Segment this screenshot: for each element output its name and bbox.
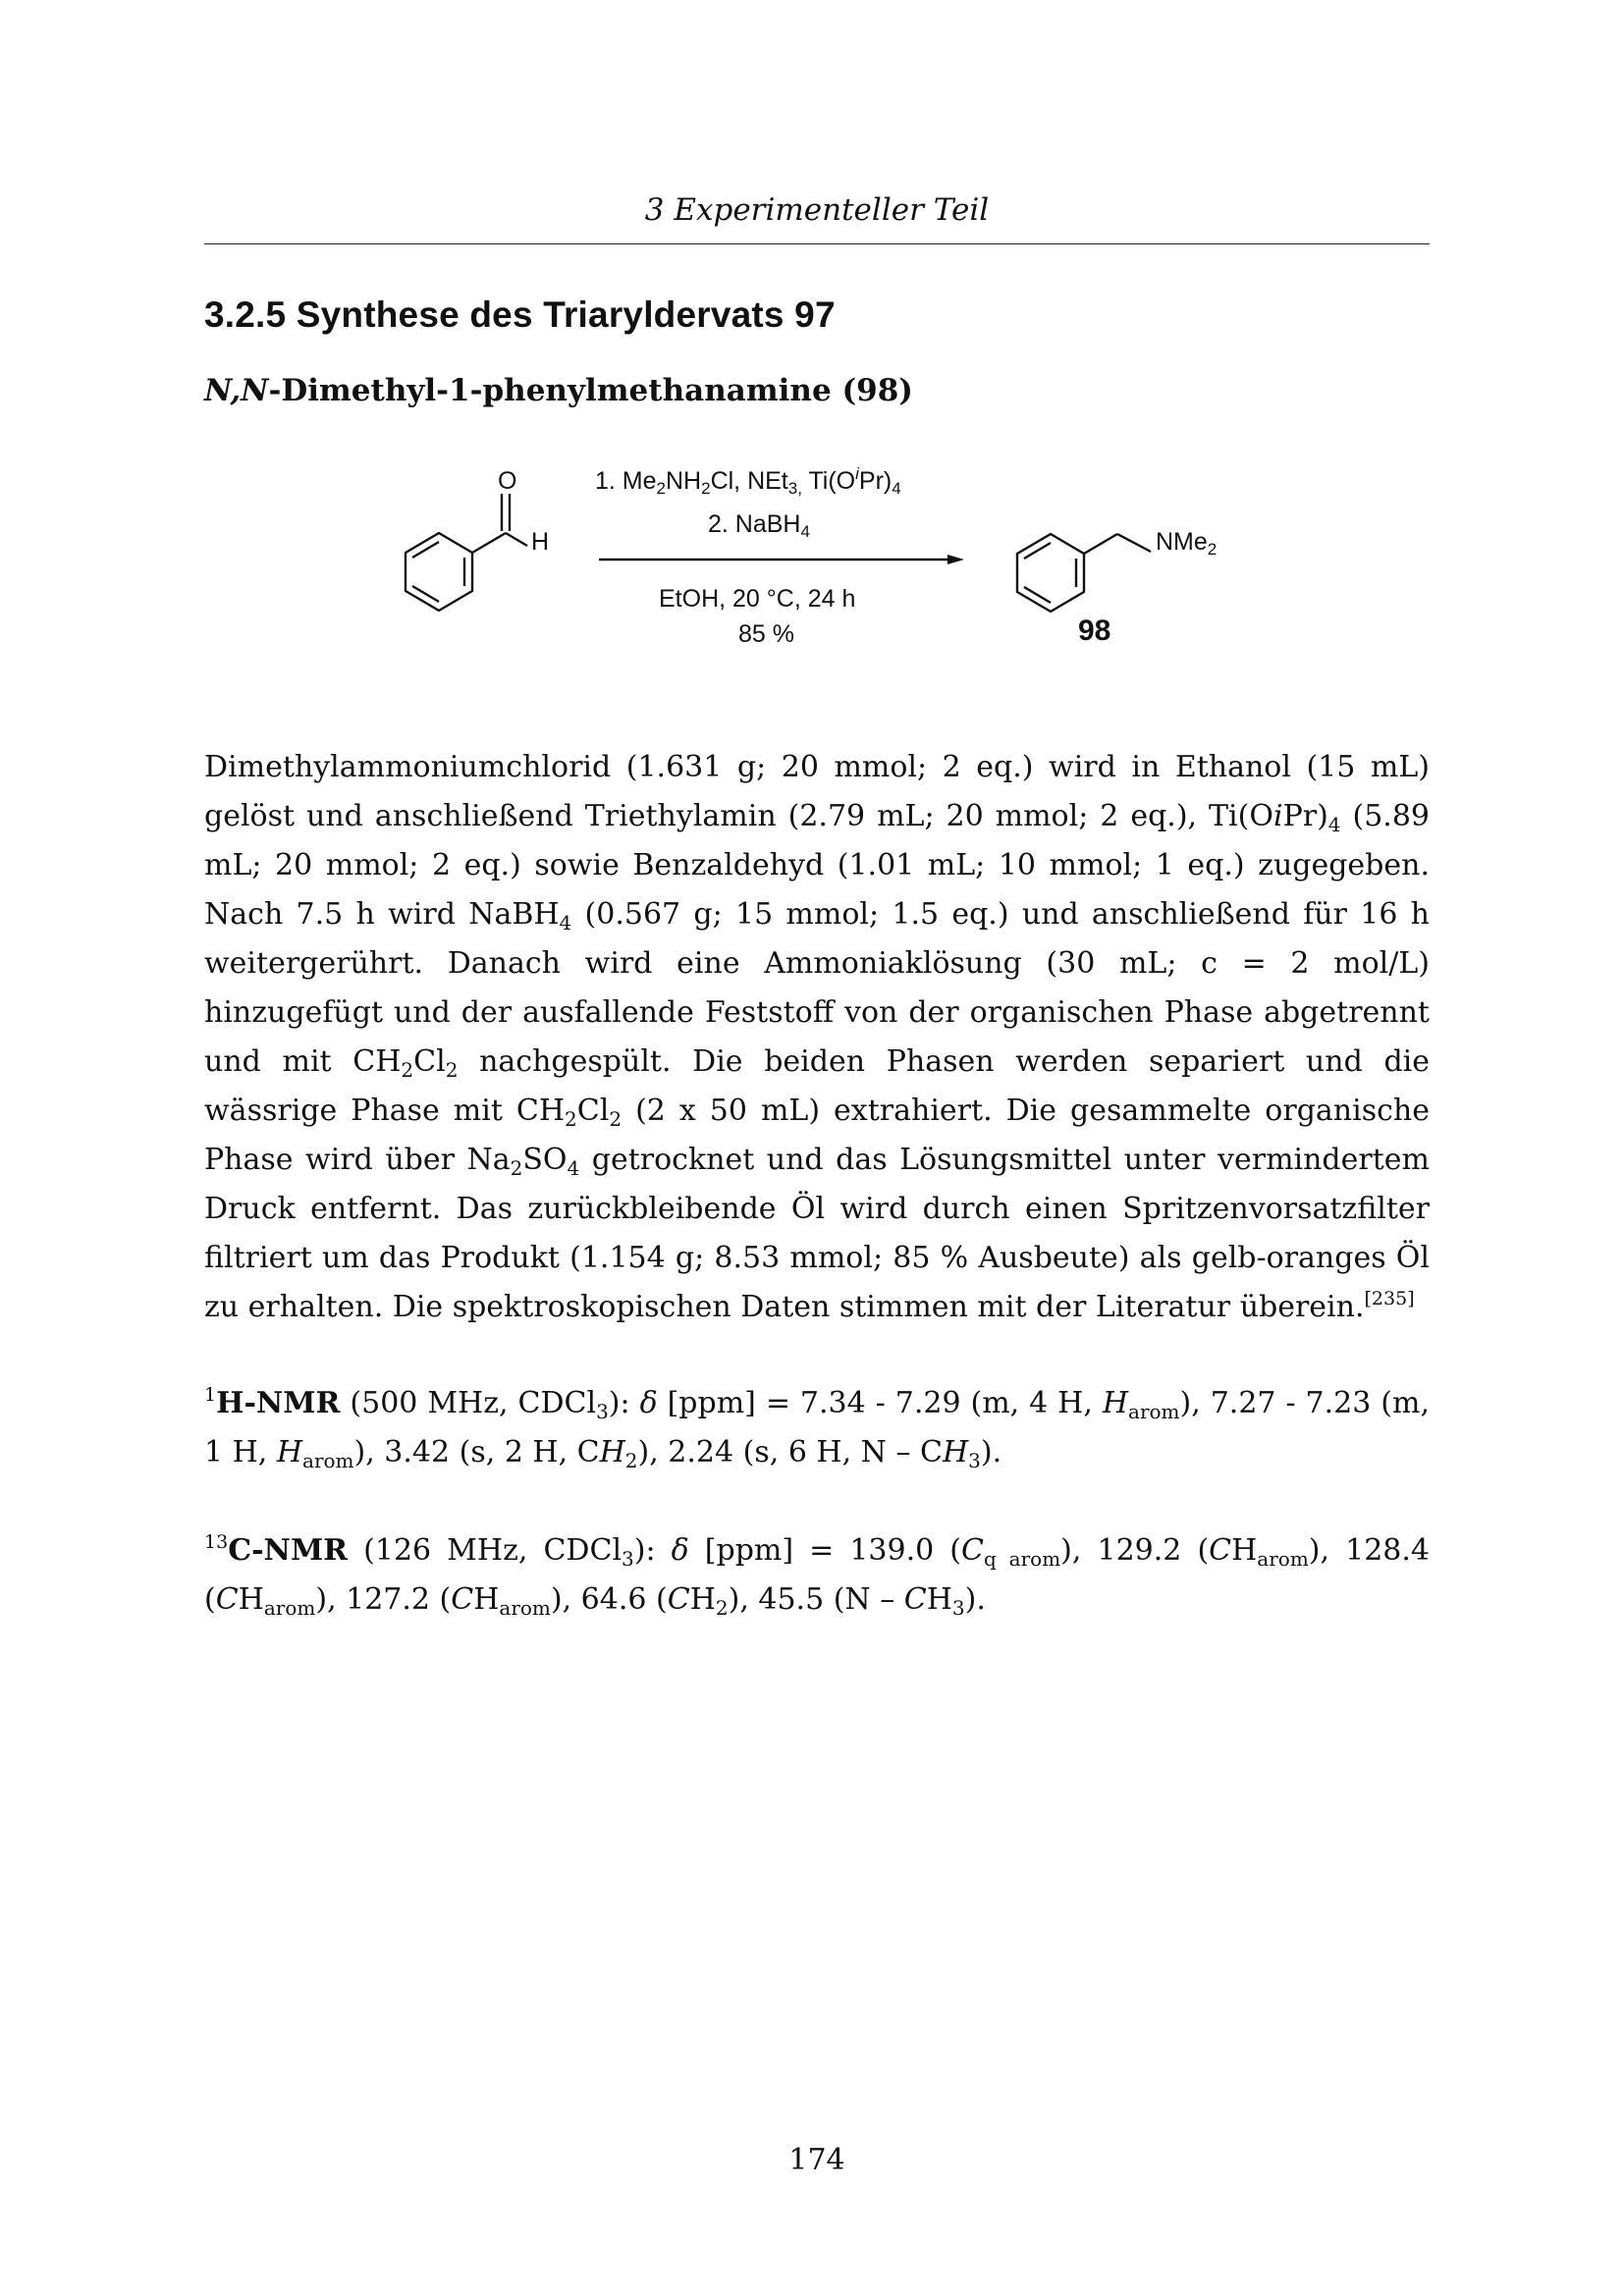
running-header: 3 Experimenteller Teil (644, 192, 990, 228)
nmr-label: H-NMR (216, 1386, 341, 1420)
text: H (689, 1582, 716, 1617)
subscript: 4 (559, 911, 572, 934)
subscript: arom (302, 1449, 354, 1472)
text: H (1102, 1386, 1129, 1420)
isotope-superscript: 1 (204, 1384, 217, 1406)
text: H (926, 1582, 952, 1617)
subscript: 2 (715, 1596, 729, 1620)
subscript: 2 (401, 1058, 414, 1082)
subscript: 2 (624, 1449, 638, 1472)
text: H (276, 1435, 303, 1469)
amine-text: NMe (1156, 528, 1208, 556)
text: C (961, 1533, 984, 1568)
text: ), 7.27 - 7.23 (m, 1 H, (204, 1386, 1430, 1469)
text: ). (980, 1435, 1002, 1469)
aldehyde-h-bond (506, 533, 527, 546)
compound-title-locants: N,N (204, 373, 269, 408)
text: H (473, 1582, 500, 1617)
text: [ppm] = 139.0 ( (688, 1533, 962, 1568)
reagents-step-1 (595, 464, 901, 498)
text: ): (608, 1386, 640, 1420)
subscript: 3 (596, 1400, 609, 1423)
text: (500 MHz, CDCl (340, 1386, 597, 1420)
methylene-amine-bond (1117, 534, 1151, 552)
subscript: 4 (567, 1156, 580, 1180)
text: ), 129.2 ( (1060, 1533, 1210, 1568)
subscript: 2 (609, 1107, 623, 1131)
product-inner-bond (1024, 587, 1051, 603)
text: Pr) (1282, 799, 1328, 833)
text: ). (964, 1582, 986, 1617)
dimethylamino-label (1156, 528, 1218, 559)
amine-subscript: 2 (1207, 540, 1218, 559)
reagent-subscript: 2 (656, 479, 666, 498)
text: ): (633, 1533, 672, 1568)
benzaldehyde-inner-bond (412, 586, 439, 602)
hydrogen-atom-label: H (531, 528, 550, 556)
reagent-text: NH (666, 467, 702, 495)
text: Dimethylammoniumchlorid (1.631 g; 20 mmol; 2 eq.) wird in Ethanol (15 mL) gelöst und anschließend Triethylamin (2.79 mL; 20 mmol; 2 eq.), Ti(O (204, 750, 1430, 833)
text: (126 MHz, CDCl (348, 1533, 623, 1568)
c-nmr-data (204, 1526, 1430, 1625)
citation-reference[interactable]: [235] (1364, 1288, 1415, 1309)
text: i (1272, 799, 1283, 833)
reagent-superscript: i (855, 464, 859, 483)
text: C (215, 1582, 239, 1617)
text: [ppm] = 7.34 - 7.29 (m, 4 H, (657, 1386, 1103, 1420)
reagent-text: Pr) (858, 467, 893, 495)
text: Cl (576, 1094, 610, 1128)
procedure-paragraph (204, 743, 1430, 1332)
subscript: q arom (983, 1547, 1061, 1571)
text: ), 45.5 (N – (728, 1582, 904, 1617)
text: SO (522, 1143, 568, 1177)
subscript: 4 (1327, 813, 1341, 836)
text: nachgespült. Die beiden Phasen werden separiert und die wässrige Phase mit CH (204, 1044, 1430, 1128)
text: (0.567 g; 15 mmol; 1.5 eq.) und anschließend für 16 h weitergerührt. Danach wird eine Ammoniaklösung (30 mL; c = 2 mol/L) hinzugefügt und der ausfallende Feststoff von der organischen Phase abgetrennt und mit CH (204, 897, 1430, 1079)
text: ), 3.42 (s, 2 H, C (353, 1435, 600, 1469)
product-ring (1017, 534, 1084, 612)
isotope-superscript: 13 (204, 1531, 229, 1553)
subscript: 2 (510, 1156, 523, 1180)
delta-symbol: δ (639, 1386, 658, 1420)
subscript: arom (1128, 1400, 1180, 1423)
reagents-step-2 (708, 510, 810, 541)
reagent-text: 2. NaBH (708, 510, 801, 538)
reagent-subscript: 3, (787, 479, 802, 498)
compound-title-name: -Dimethyl-1-phenylmethanamine (98) (268, 373, 913, 408)
subscript: 2 (565, 1107, 577, 1131)
text: ), 64.6 ( (550, 1582, 668, 1617)
text: Cl (413, 1044, 446, 1079)
reagent-text: Cl, NEt (710, 467, 788, 495)
text: H (599, 1435, 625, 1469)
product-compound-number: 98 (1078, 614, 1111, 647)
compound-title (204, 373, 913, 408)
oxygen-atom-label: O (498, 467, 517, 495)
text: H (942, 1435, 969, 1469)
text: C (451, 1582, 474, 1617)
carbonyl-carbon-bond (472, 533, 506, 553)
subscript: 2 (445, 1058, 459, 1082)
subscript: arom (1257, 1547, 1309, 1571)
text: H (238, 1582, 264, 1617)
text: ), 2.24 (s, 6 H, N – C (637, 1435, 943, 1469)
page-number: 174 (788, 2143, 845, 2177)
reaction-conditions: EtOH, 20 °C, 24 h (659, 585, 856, 613)
text: C (903, 1582, 927, 1617)
subscript: arom (263, 1596, 316, 1620)
text: C (667, 1582, 690, 1617)
text: C (1209, 1533, 1232, 1568)
h-nmr-data (204, 1379, 1430, 1477)
subscript: 3 (968, 1449, 981, 1472)
section-heading: 3.2.5 Synthese des Triaryldervats 97 (204, 294, 836, 335)
text: H (1231, 1533, 1258, 1568)
text: (2 x 50 mL) extrahiert. Die gesammelte organische Phase wird über Na (204, 1094, 1430, 1177)
reaction-arrow-head (947, 555, 964, 564)
benzaldehyde-inner-bond (412, 542, 439, 558)
nmr-label: C-NMR (228, 1533, 349, 1568)
benzyl-bond (1084, 534, 1117, 554)
text: ), 128.4 ( (204, 1533, 1430, 1617)
reagent-text: 1. Me (595, 467, 657, 495)
reagent-subscript: 4 (892, 479, 901, 498)
text: getrocknet und das Lösungsmittel unter vermindertem Druck entfernt. Das zurückbleibende Öl wird durch einen Spritzenvorsatzfilter filtriert um das Produkt (1.154 g; 8.53 mmol; 85 % Ausbeute) als gelb-oranges Öl zu erhalten. Die spektroskopischen Daten stimmen mit der Literatur überein. (204, 1143, 1430, 1324)
product-inner-bond (1024, 543, 1051, 559)
header-rule (204, 243, 1430, 244)
reagent-subscript: 4 (800, 522, 810, 541)
text: ), 127.2 ( (315, 1582, 452, 1617)
reaction-scheme (393, 461, 1257, 667)
subscript: arom (499, 1596, 551, 1620)
text: (5.89 mL; 20 mmol; 2 eq.) sowie Benzaldehyd (1.01 mL; 10 mmol; 1 eq.) zugegeben. Nach 7.5 h wird NaBH (204, 799, 1430, 932)
subscript: 3 (951, 1596, 965, 1620)
reagent-text: Ti(O (801, 467, 856, 495)
delta-symbol: δ (671, 1533, 689, 1568)
subscript: 3 (622, 1547, 634, 1571)
reaction-yield: 85 % (738, 620, 794, 648)
reagent-subscript: 2 (701, 479, 711, 498)
benzaldehyde-ring (406, 533, 472, 611)
